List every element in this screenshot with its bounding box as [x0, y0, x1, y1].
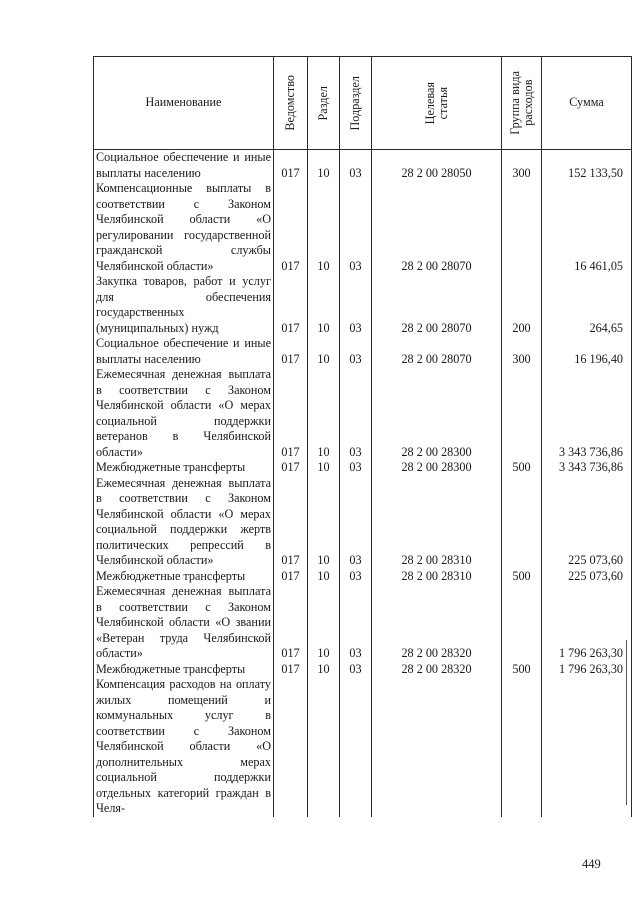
row-description: Ежемесячная денежная выплата в соответствии с Законом Челябинской области «О мерах социальной поддержки ветеранов в Челябинской области» [96, 367, 271, 459]
row-description: Социальное обеспечение и иные выплаты населению [96, 150, 271, 180]
cell-subsection: 03 [340, 336, 372, 367]
cell-subsection: 03 [340, 476, 372, 569]
cell-subsection: 03 [340, 367, 372, 460]
row-description: Межбюджетные трансферты [96, 661, 246, 676]
cell-section: 10 [308, 181, 340, 274]
row-description: Межбюджетные трансферты [96, 568, 246, 583]
cell-amount: 225 073,60 [542, 476, 632, 569]
cell-amount: 152 133,50 [542, 150, 632, 182]
cell-subsection: 03 [340, 274, 372, 336]
cell-subsection: 03 [340, 662, 372, 678]
cell-amount: 16 461,05 [542, 181, 632, 274]
cell-name [94, 336, 274, 367]
cell-section: 10 [308, 584, 340, 662]
table-row [94, 367, 632, 460]
cell-subsection: 03 [340, 584, 372, 662]
cell-target-item: 28 2 00 28310 [372, 569, 502, 585]
cell-amount: 3 343 736,86 [542, 367, 632, 460]
cell-amount [542, 677, 632, 817]
cell-section: 10 [308, 336, 340, 367]
table-body [94, 150, 632, 817]
row-description: Закупка товаров, работ и услуг для обеспечения государственных (муниципальных) нужд [96, 274, 271, 335]
cell-department: 017 [274, 181, 308, 274]
cell-expense-group: 300 [502, 150, 542, 182]
cell-department: 017 [274, 662, 308, 678]
cell-name [94, 150, 274, 182]
table-row [94, 662, 632, 678]
table-row [94, 476, 632, 569]
cell-name [94, 476, 274, 569]
header-expense-group: Группа вида расходов [502, 57, 542, 150]
cell-subsection: 03 [340, 460, 372, 476]
header-target-item: Целевая статья [372, 57, 502, 150]
row-description: Межбюджетные трансферты [96, 460, 246, 474]
table-row [94, 181, 632, 274]
cell-section: 10 [308, 274, 340, 336]
cell-amount: 264,65 [542, 274, 632, 336]
cell-amount: 3 343 736,86 [542, 460, 632, 476]
budget-table [93, 56, 632, 817]
cell-section: 10 [308, 476, 340, 569]
cell-department [274, 677, 308, 817]
cell-department: 017 [274, 367, 308, 460]
header-amount: Сумма [542, 57, 632, 150]
cell-section: 10 [308, 569, 340, 585]
table-row [94, 460, 632, 476]
header-section: Раздел [308, 57, 340, 150]
table-row [94, 336, 632, 367]
cell-section: 10 [308, 367, 340, 460]
margin-line [626, 640, 627, 805]
row-description: Компенсационные выплаты в соответствии с Законом Челябинской области «О регулировании государственной гражданской службы Челябинской области» [96, 181, 271, 273]
cell-amount: 16 196,40 [542, 336, 632, 367]
cell-name [94, 662, 274, 678]
cell-target-item: 28 2 00 28070 [372, 336, 502, 367]
cell-expense-group [502, 584, 542, 662]
cell-expense-group: 200 [502, 274, 542, 336]
cell-department: 017 [274, 274, 308, 336]
cell-expense-group: 500 [502, 569, 542, 585]
cell-target-item: 28 2 00 28320 [372, 662, 502, 678]
cell-target-item [372, 677, 502, 817]
table-row [94, 584, 632, 662]
cell-name [94, 274, 274, 336]
cell-name [94, 460, 274, 476]
cell-subsection [340, 677, 372, 817]
cell-expense-group [502, 677, 542, 817]
row-description: Ежемесячная денежная выплата в соответствии с Законом Челябинской области «О звании «Ветеран труда Челябинской области» [96, 584, 271, 660]
header-row [94, 57, 632, 150]
cell-name [94, 677, 274, 817]
cell-target-item: 28 2 00 28300 [372, 460, 502, 476]
cell-expense-group: 500 [502, 460, 542, 476]
table-row [94, 150, 632, 182]
page-number: 449 [582, 857, 601, 871]
cell-expense-group [502, 367, 542, 460]
cell-section: 10 [308, 460, 340, 476]
cell-section: 10 [308, 150, 340, 182]
cell-name [94, 584, 274, 662]
header-subsection: Подраздел [340, 57, 372, 150]
cell-expense-group [502, 181, 542, 274]
cell-subsection: 03 [340, 569, 372, 585]
cell-target-item: 28 2 00 28320 [372, 584, 502, 662]
row-description: Социальное обеспечение и иные выплаты населению [96, 336, 271, 366]
cell-target-item: 28 2 00 28070 [372, 181, 502, 274]
cell-department: 017 [274, 460, 308, 476]
cell-name [94, 569, 274, 585]
cell-department: 017 [274, 150, 308, 182]
table-row [94, 677, 632, 817]
cell-target-item: 28 2 00 28070 [372, 274, 502, 336]
cell-target-item: 28 2 00 28310 [372, 476, 502, 569]
header-name: Наименование [94, 57, 274, 150]
cell-amount: 1 796 263,30 [542, 662, 632, 678]
cell-department: 017 [274, 584, 308, 662]
row-description: Ежемесячная денежная выплата в соответствии с Законом Челябинской области «О мерах социальной поддержки жертв политических репрессий в Челябинской области» [96, 475, 271, 567]
cell-amount: 225 073,60 [542, 569, 632, 585]
cell-department: 017 [274, 336, 308, 367]
cell-amount: 1 796 263,30 [542, 584, 632, 662]
header-department: Ведомство [274, 57, 308, 150]
cell-subsection: 03 [340, 150, 372, 182]
cell-expense-group [502, 476, 542, 569]
cell-section: 10 [308, 662, 340, 678]
cell-section [308, 677, 340, 817]
cell-name [94, 181, 274, 274]
cell-target-item: 28 2 00 28050 [372, 150, 502, 182]
cell-target-item: 28 2 00 28300 [372, 367, 502, 460]
table-row [94, 274, 632, 336]
cell-expense-group: 500 [502, 662, 542, 678]
table-row [94, 569, 632, 585]
cell-subsection: 03 [340, 181, 372, 274]
cell-department: 017 [274, 476, 308, 569]
row-description: Компенсация расходов на оплату жилых помещений и коммунальных услуг в соответствии с Законом Челябинской области «О дополнительных мерах социальной поддержки отдельных категорий граждан в Челя- [96, 677, 271, 815]
cell-expense-group: 300 [502, 336, 542, 367]
cell-name [94, 367, 274, 460]
cell-department: 017 [274, 569, 308, 585]
